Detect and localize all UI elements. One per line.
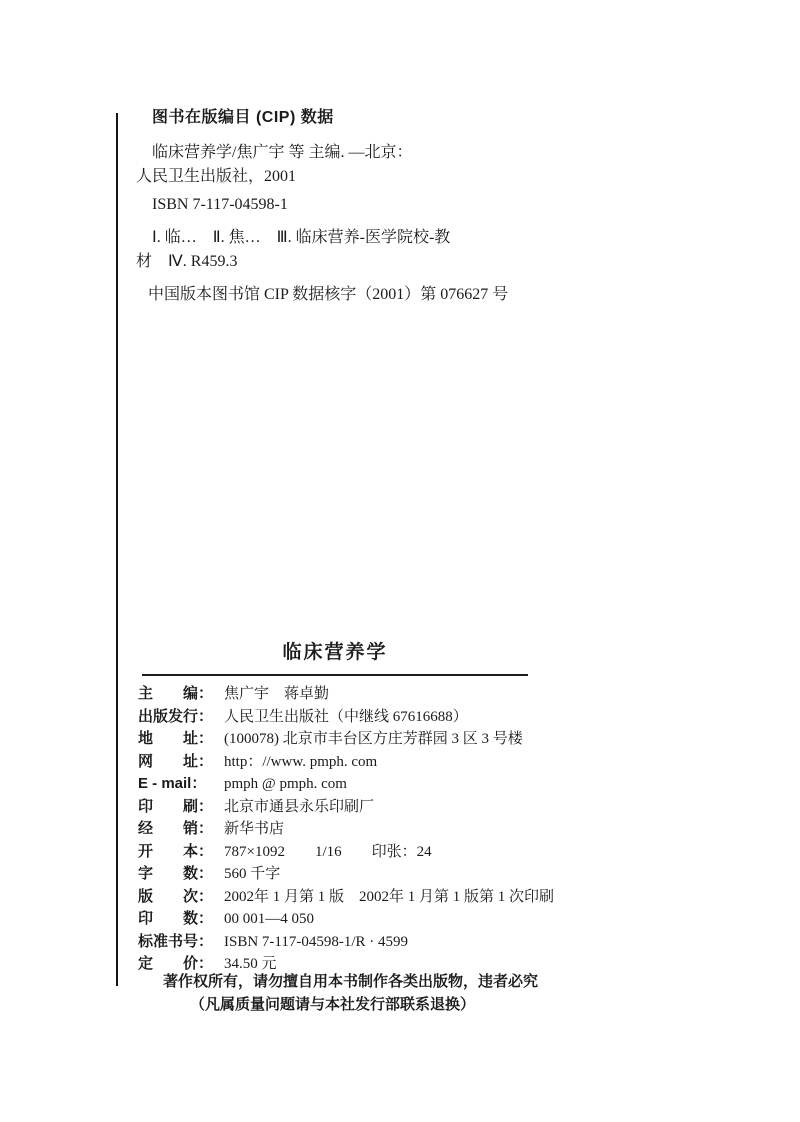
colophon-label: 定 价：	[138, 955, 214, 972]
colophon-row-website	[138, 751, 698, 774]
colophon-row-printer	[138, 796, 698, 819]
colophon-row-wordcount	[138, 863, 698, 886]
colophon-row-publisher	[138, 706, 698, 729]
colophon-label: E - mail：	[138, 775, 207, 792]
colophon-value: 焦广宇 蒋卓勤	[224, 686, 330, 702]
cip-publisher-line: 人民卫生出版社，2001	[136, 168, 297, 185]
cip-header: 图书在版编目 (CIP) 数据	[152, 109, 334, 126]
cip-isbn-line: ISBN 7-117-04598-1	[152, 196, 288, 213]
colophon-value: 34.50 元	[224, 956, 277, 972]
colophon-value: 00 001—4 050	[224, 911, 314, 927]
copyright-notice-line1: 著作权所有，请勿擅自用本书制作各类出版物，违者必究	[163, 973, 539, 990]
colophon-row-isbn	[138, 931, 698, 954]
colophon-row-printrun	[138, 908, 698, 931]
colophon-label: 版 次：	[138, 887, 214, 905]
colophon-value: 新华书店	[224, 821, 285, 837]
cip-subject-line-2: 材 Ⅳ. R459.3	[136, 253, 238, 270]
colophon-block	[138, 683, 698, 976]
colophon-value: 2002年 1 月第 1 版 2002年 1 月第 1 版第 1 次印刷	[224, 888, 555, 905]
colophon-row-distributor	[138, 818, 698, 841]
colophon-label: 印 刷：	[138, 797, 214, 815]
colophon-label: 印 数：	[138, 910, 214, 927]
colophon-row-editor	[138, 683, 698, 706]
colophon-label: 网 址：	[138, 752, 214, 770]
title-divider-rule	[142, 674, 528, 676]
colophon-value: http：//www. pmph. com	[224, 753, 378, 770]
colophon-label: 标准书号：	[138, 932, 214, 950]
colophon-value: 北京市通县永乐印刷厂	[224, 798, 375, 815]
colophon-label: 地 址：	[138, 730, 214, 747]
colophon-value: 560 千字	[224, 866, 281, 882]
colophon-label: 出版发行：	[138, 707, 214, 725]
colophon-row-edition	[138, 886, 698, 909]
colophon-value: (100078) 北京市丰台区方庄芳群园 3 区 3 号楼	[224, 731, 523, 747]
colophon-row-email	[138, 773, 698, 796]
colophon-value: 787×1092 1/16 印张：24	[224, 843, 432, 860]
colophon-value: ISBN 7-117-04598-1/R · 4599	[224, 933, 409, 950]
colophon-row-format	[138, 841, 698, 864]
colophon-label: 字 数：	[138, 865, 214, 882]
cip-record-line: 中国版本图书馆 CIP 数据核字（2001）第 076627 号	[148, 286, 509, 303]
cip-title-line: 临床营养学/焦广宇 等 主编. —北京：	[152, 144, 413, 161]
colophon-row-address	[138, 728, 698, 751]
colophon-value: pmph @ pmph. com	[224, 776, 347, 792]
colophon-label: 开 本：	[138, 842, 214, 860]
colophon-value: 人民卫生出版社（中继线 67616688）	[224, 708, 468, 725]
colophon-label: 主 编：	[138, 685, 214, 702]
cip-subject-line-1: Ⅰ. 临… Ⅱ. 焦… Ⅲ. 临床营养-医学院校-教	[152, 229, 451, 246]
page-fold-line	[116, 113, 118, 986]
colophon-label: 经 销：	[138, 820, 214, 837]
cip-block	[136, 106, 596, 307]
copyright-notice-line2: （凡属质量问题请与本社发行部联系退换）	[190, 996, 476, 1013]
book-title: 临床营养学	[282, 642, 388, 663]
